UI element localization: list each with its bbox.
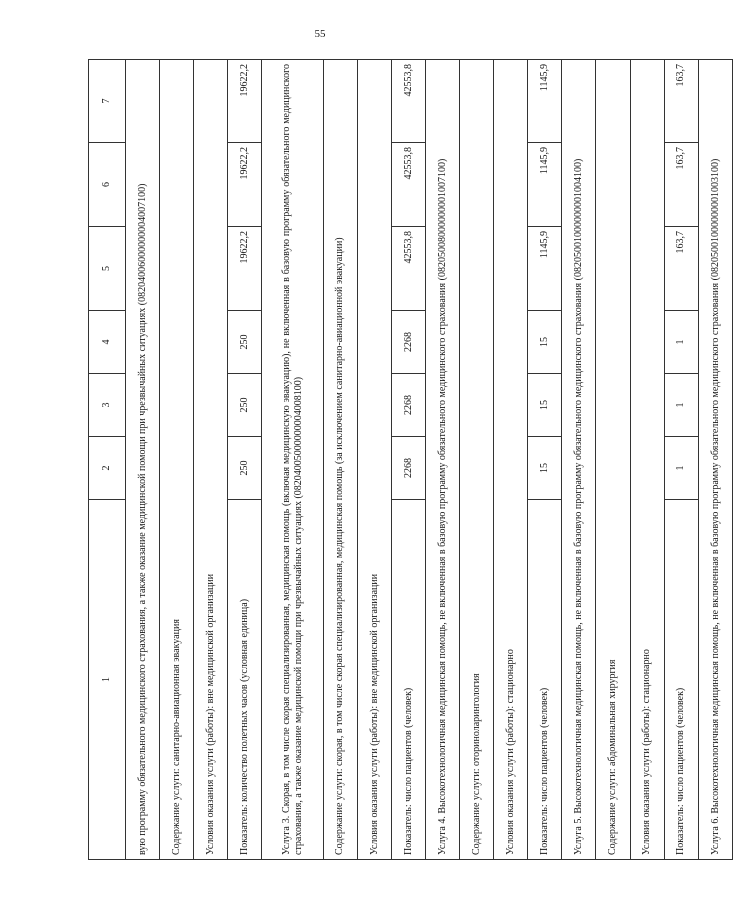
table-row [194, 60, 228, 860]
table-row [126, 60, 160, 860]
indicator-value: 42553,8 [391, 60, 425, 143]
row-description: Условия оказания услуги (работы): стационарно [494, 60, 528, 860]
table-row [596, 60, 630, 860]
column-header: 4 [89, 311, 126, 374]
row-description: Услуга 6. Высокотехнологичная медицинская помощь, не включенная в базовую программу обязательного медицинского страхования (08205001000000001003100) [698, 60, 732, 860]
row-description: Услуга 3. Скорая, в том числе скорая специализированная, медицинская помощь (включая медицинскую эвакуацию), не включенная в базовую программу обязательного медицинского страхования, а также оказание медицинской помощи при чрезвычайных ситуациях (08204005000000004008100) [262, 60, 323, 860]
indicator-value: 15 [528, 437, 562, 500]
table-row [494, 60, 528, 860]
table-header-row [89, 60, 126, 860]
rotated-table-container [88, 60, 733, 860]
column-header: 6 [89, 143, 126, 227]
column-header: 2 [89, 437, 126, 500]
column-header: 7 [89, 60, 126, 143]
indicator-value: 42553,8 [391, 143, 425, 227]
indicator-label: Показатель: число пациентов (человек) [391, 500, 425, 860]
table-row [262, 60, 323, 860]
row-description: Содержание услуги: санитарно-авиационная эвакуация [160, 60, 194, 860]
table-row [160, 60, 194, 860]
row-description: Содержание услуги: скорая, в том числе скорая специализированная, медицинская помощь (за исключением санитарно-авиационной эвакуации) [323, 60, 357, 860]
table-row [391, 60, 425, 860]
indicator-label: Показатель: число пациентов (человек) [664, 500, 698, 860]
table-row [425, 60, 459, 860]
row-description: Условия оказания услуги (работы): стационарно [630, 60, 664, 860]
page-number: 55 [314, 28, 326, 40]
indicator-value: 19622,2 [228, 143, 262, 227]
indicator-value: 250 [228, 374, 262, 437]
table-row [357, 60, 391, 860]
row-description: Содержание услуги: оториноларингология [460, 60, 494, 860]
table-row [228, 60, 262, 860]
indicator-value: 250 [228, 437, 262, 500]
indicator-value: 250 [228, 311, 262, 374]
indicator-value: 15 [528, 374, 562, 437]
table-row [528, 60, 562, 860]
table-row [664, 60, 698, 860]
indicator-value: 15 [528, 311, 562, 374]
indicator-value: 19622,2 [228, 227, 262, 311]
indicator-value: 1145,9 [528, 60, 562, 143]
row-description: Содержание услуги: абдоминальная хирургия [596, 60, 630, 860]
indicator-value: 2268 [391, 437, 425, 500]
column-header: 1 [89, 500, 126, 860]
row-description: Услуга 5. Высокотехнологичная медицинская помощь, не включенная в базовую программу обязательного медицинского страхования (08205001000000001004100) [562, 60, 596, 860]
row-description: вую программу обязательного медицинского страхования, а также оказание медицинской помощи при чрезвычайных ситуациях (08204006000000004007100) [126, 60, 160, 860]
indicator-value: 19622,2 [228, 60, 262, 143]
row-description: Условия оказания услуги (работы): вне медицинской организации [357, 60, 391, 860]
indicator-value: 42553,8 [391, 227, 425, 311]
indicator-value: 163,7 [664, 143, 698, 227]
indicator-value: 2268 [391, 374, 425, 437]
indicator-value: 1145,9 [528, 227, 562, 311]
table-row [460, 60, 494, 860]
column-header: 5 [89, 227, 126, 311]
column-header: 3 [89, 374, 126, 437]
indicator-value: 163,7 [664, 227, 698, 311]
indicator-value: 1 [664, 374, 698, 437]
indicator-label: Показатель: число пациентов (человек) [528, 500, 562, 860]
table-row [630, 60, 664, 860]
indicator-value: 2268 [391, 311, 425, 374]
services-table [88, 59, 733, 860]
indicator-value: 1 [664, 437, 698, 500]
table-row [323, 60, 357, 860]
indicator-label: Показатель: количество полетных часов (условная единица) [228, 500, 262, 860]
row-description: Условия оказания услуги (работы): вне медицинской организации [194, 60, 228, 860]
row-description: Услуга 4. Высокотехнологичная медицинская помощь, не включенная в базовую программу обязательного медицинского страхования (08205008000000001007100) [425, 60, 459, 860]
table-row [698, 60, 732, 860]
table-row [562, 60, 596, 860]
indicator-value: 163,7 [664, 60, 698, 143]
indicator-value: 1145,9 [528, 143, 562, 227]
indicator-value: 1 [664, 311, 698, 374]
